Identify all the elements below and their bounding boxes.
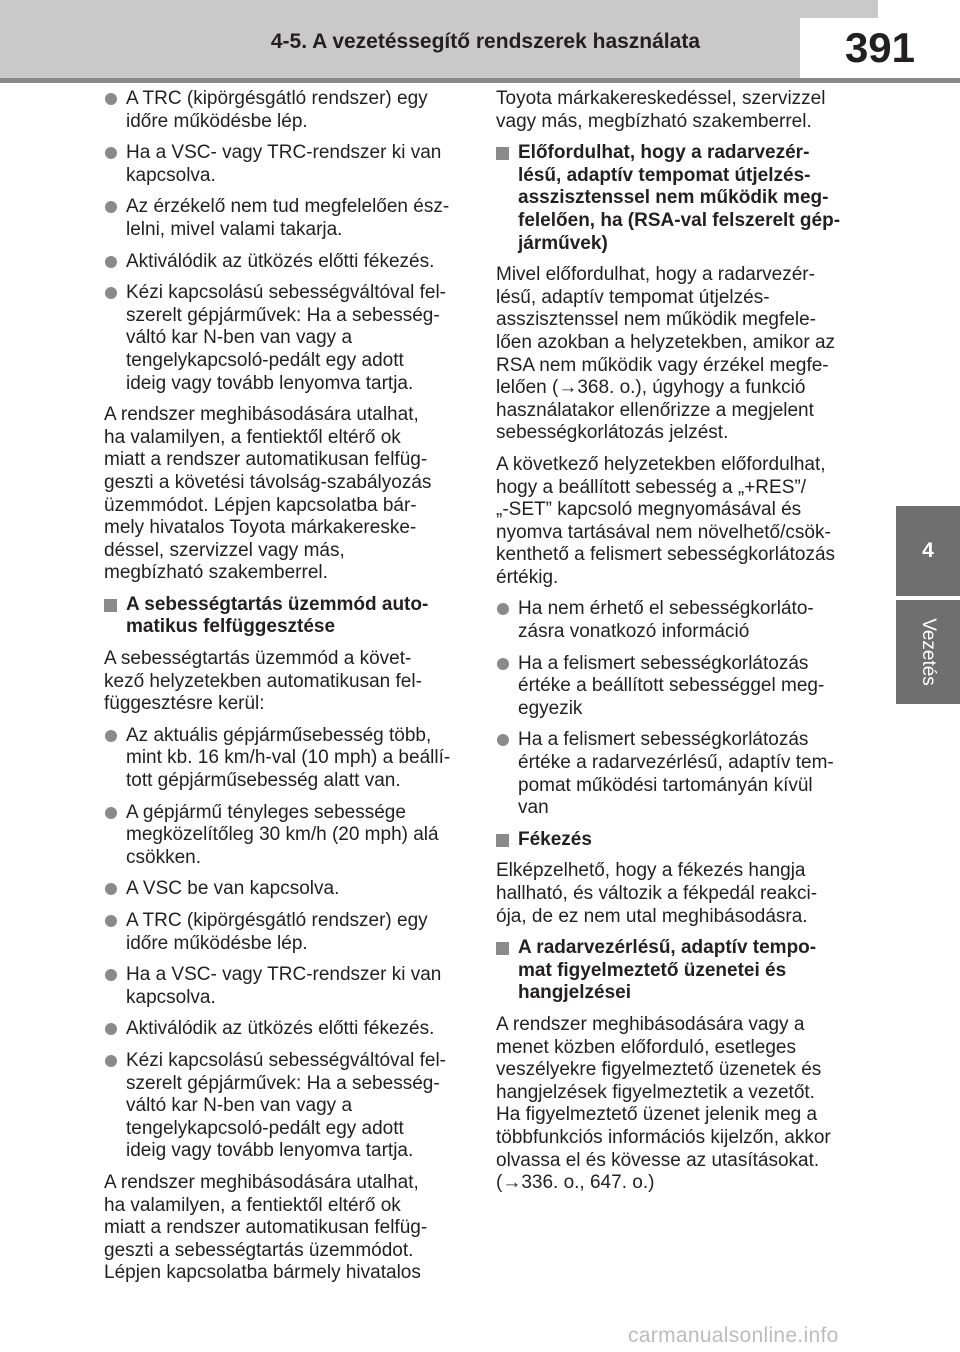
bullet-item: [104, 964, 474, 1009]
bullet-text: Aktiválódik az ütközés előtti fékezés.: [126, 250, 435, 272]
subheading-text: A sebességtartás üzemmód auto- matikus felfüggesztése: [126, 593, 429, 638]
bullet-dot-icon: [105, 1055, 117, 1067]
chapter-name: Vezetés: [918, 618, 939, 686]
bullet-dot-icon: [105, 147, 117, 159]
bullet-dot-icon: [105, 883, 117, 895]
bullet-item: [104, 1050, 474, 1163]
paragraph: [496, 88, 866, 133]
right-column: [496, 88, 866, 1204]
bullet-text: Kézi kapcsolású sebességváltóval fel- szerelt gépjárművek: Ha a sebesség- váltó kar N-ben van vagy a tengelykapcsoló-pedált egy adott ideig vagy tovább lenyomva tartja.: [126, 282, 447, 394]
subheading-text: A radarvezérlésű, adaptív tempo- mat figyelmeztető üzenetei és hangjelzései: [518, 937, 817, 1004]
bullet-dot-icon: [105, 201, 117, 213]
paragraph: [496, 1014, 866, 1195]
bullet-dot-icon: [105, 730, 117, 742]
bullet-item: [496, 729, 866, 819]
bullet-dot-icon: [105, 256, 117, 268]
paragraph: [496, 264, 866, 445]
bullet-item: [104, 282, 474, 395]
paragraph-text: A sebességtartás üzemmód a követ- kező helyzetekben automatikusan fel- függesztésre kerül:: [104, 648, 422, 715]
subheading: [496, 937, 866, 1005]
paragraph: [104, 1172, 474, 1285]
bullet-dot-icon: [497, 734, 509, 746]
bullet-item: [104, 251, 474, 274]
bullet-item: [104, 802, 474, 870]
chapter-number-tab: 4: [896, 506, 960, 596]
square-bullet-icon: [496, 834, 509, 847]
paragraph-text: A rendszer meghibásodására utalhat, ha valamilyen, a fentiektől eltérő ok miatt a rendszer automatikusan felfüg- geszti a követési távolság-szabályozás üzemmódot. Lépjen kapcsolatba bár- mely hivatalos Toyota márkakereske- déssel, szervizzel vagy más, megbízható szakemberrel.: [104, 404, 432, 584]
bullet-item: [496, 653, 866, 721]
square-bullet-icon: [104, 599, 117, 612]
page-number: 391: [800, 18, 960, 78]
bullet-text: Ha nem érhető el sebességkorláto- zásra vonatkozó információ: [518, 598, 814, 643]
bullet-item: [104, 725, 474, 793]
bullet-text: Aktiválódik az ütközés előtti fékezés.: [126, 1018, 435, 1040]
bullet-dot-icon: [105, 969, 117, 981]
square-bullet-icon: [496, 942, 509, 955]
header-band: [0, 0, 878, 78]
bullet-text: A gépjármű tényleges sebessége megközelítőleg 30 km/h (20 mph) alá csökken.: [126, 801, 439, 868]
paragraph: [496, 454, 866, 590]
paragraph-text: A rendszer meghibásodására utalhat, ha valamilyen, a fentiektől eltérő ok miatt a rendszer automatikusan felfüg- geszti a sebességtartás üzemmódot. Lépjen kapcsolatba bármely hivatalos: [104, 1171, 428, 1284]
bullet-dot-icon: [105, 807, 117, 819]
bullet-item: [496, 598, 866, 643]
bullet-text: Ha a VSC- vagy TRC-rendszer ki van kapcsolva.: [126, 964, 442, 1008]
paragraph: [496, 860, 866, 928]
paragraph-text: Toyota márkakereskedéssel, szervizzel vagy más, megbízható szakemberrel.: [496, 88, 826, 132]
bullet-text: Az aktuális gépjárműsebesség több, mint kb. 16 km/h-val (10 mph) a beállí- tott gépjárműsebesség alatt van.: [126, 724, 451, 792]
subheading-text: Fékezés: [518, 828, 592, 850]
bullet-dot-icon: [497, 658, 509, 670]
bullet-item: [104, 88, 474, 133]
bullet-text: Az érzékelő nem tud megfelelően ész- lelni, mivel valami takarja.: [126, 196, 450, 240]
section-title: 4-5. A vezetéssegítő rendszerek használata: [270, 30, 700, 53]
bullet-text: Ha a felismert sebességkorlátozás értéke a beállított sebességgel meg- egyezik: [518, 652, 825, 719]
bullet-item: [104, 1018, 474, 1041]
subheading: [496, 142, 866, 255]
header-divider: [0, 78, 960, 83]
bullet-item: [104, 878, 474, 901]
bullet-dot-icon: [105, 1023, 117, 1035]
bullet-dot-icon: [105, 287, 117, 299]
bullet-text: A TRC (kipörgésgátló rendszer) egy időre működésbe lép.: [126, 910, 428, 954]
left-column: [104, 88, 474, 1294]
subheading: [104, 594, 474, 639]
paragraph: [104, 648, 474, 716]
paragraph: [104, 404, 474, 585]
bullet-item: [104, 910, 474, 955]
bullet-text: Kézi kapcsolású sebességváltóval fel- szerelt gépjárművek: Ha a sebesség- váltó kar N-ben van vagy a tengelykapcsoló-pedált egy adott ideig vagy tovább lenyomva tartja.: [126, 1049, 447, 1162]
paragraph-text: Mivel előfordulhat, hogy a radarvezér- lésű, adaptív tempomat útjelzés- asszisztenssel nem működik megfele- lően azokban a helyzetekben, amikor az RSA nem működik vagy érzékel megfe- lelően (→368. o.), úgyhogy a funkció használatakor ellenőrizze a megjelent sebességkorlátozás jelzést.: [496, 264, 836, 444]
bullet-dot-icon: [105, 93, 117, 105]
paragraph-text: A rendszer meghibásodására vagy a menet közben előforduló, esetleges veszélyekre figyelmeztető üzenetek és hangjelzések figyelmeztetik a vezetőt. Ha figyelmeztető üzenet jelenik meg a többfunkciós információs kijelzőn, akkor olvassa el és kövesse az utasításokat. (→336. o., 647. o.): [496, 1013, 831, 1194]
square-bullet-icon: [496, 147, 509, 160]
bullet-text: A VSC be van kapcsolva.: [126, 878, 340, 900]
watermark: carmanualsonline.info: [628, 1324, 839, 1347]
bullet-item: [104, 196, 474, 241]
paragraph-text: A következő helyzetekben előfordulhat, hogy a beállított sebesség a „+RES”/ „-SET” kapcsoló megnyomásával és nyomva tartásával nem növelhető/csök- kenthető a felismert sebességkorlátozás értékig.: [496, 453, 836, 588]
bullet-text: Ha a VSC- vagy TRC-rendszer ki van kapcsolva.: [126, 142, 442, 186]
subheading-text: Előfordulhat, hogy a radarvezér- lésű, adaptív tempomat útjelzés- asszisztenssel nem működik meg- felelően, ha (RSA-val felszerelt gép- járművek): [518, 142, 841, 254]
paragraph-text: Elképzelhető, hogy a fékezés hangja hallható, és változik a fékpedál reakci- ója, de ez nem utal meghibásodásra.: [496, 860, 818, 927]
bullet-item: [104, 142, 474, 187]
bullet-text: A TRC (kipörgésgátló rendszer) egy időre működésbe lép.: [126, 88, 428, 132]
bullet-dot-icon: [497, 603, 509, 615]
subheading: [496, 829, 866, 852]
bullet-text: Ha a felismert sebességkorlátozás értéke a radarvezérlésű, adaptív tem- pomat működési tartományán kívül van: [518, 729, 834, 819]
bullet-dot-icon: [105, 915, 117, 927]
